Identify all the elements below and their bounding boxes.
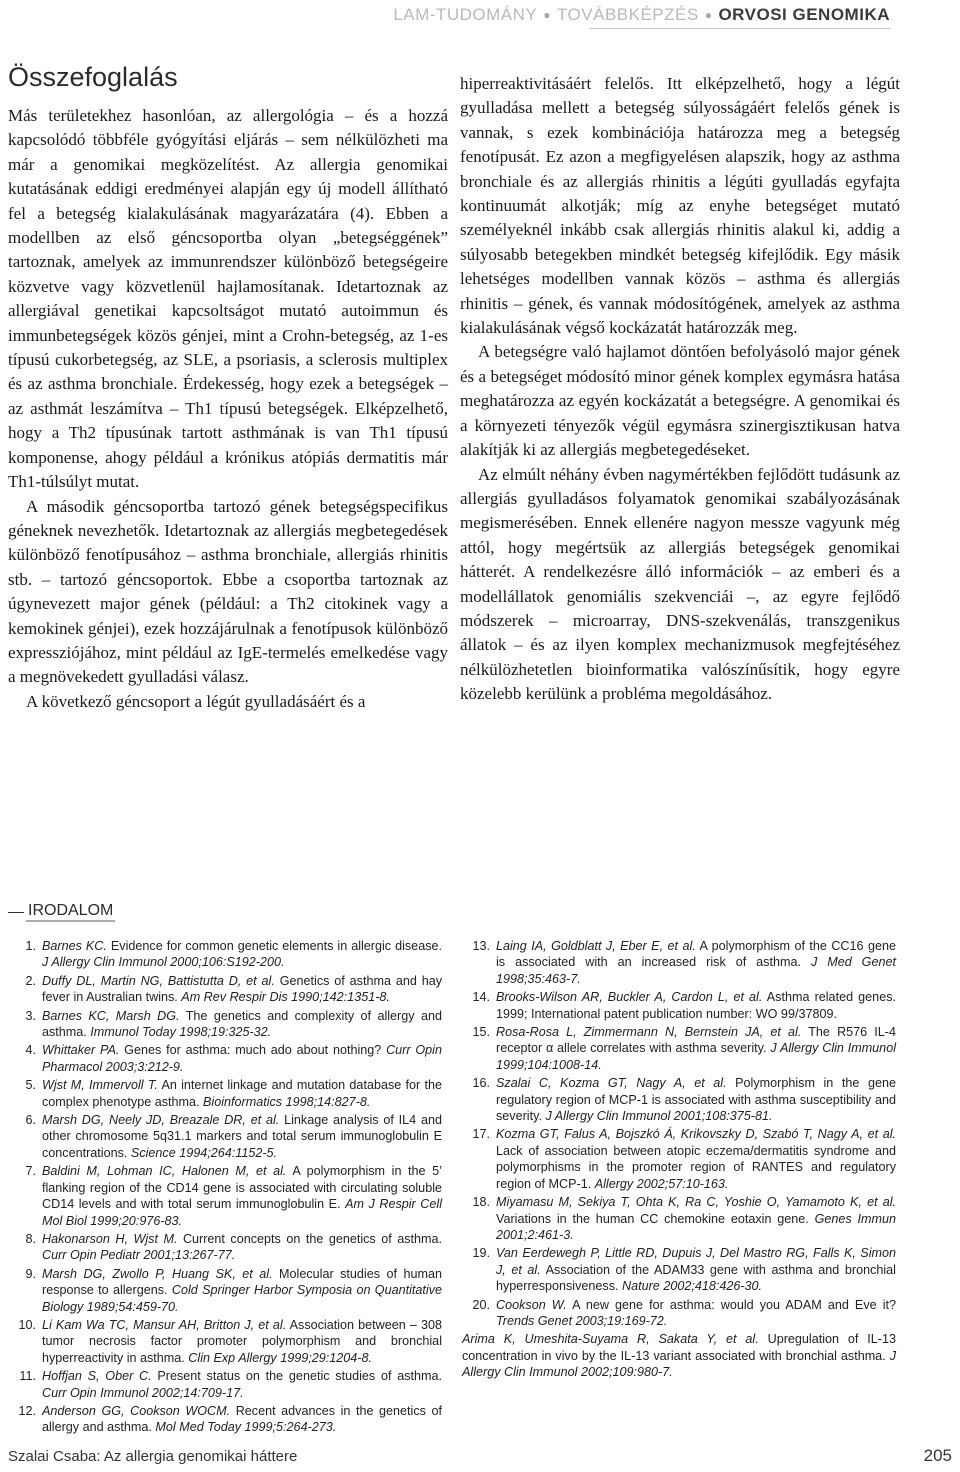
reference-number: 12. [18, 1403, 36, 1418]
reference-title: An internet linkage and mutation database for the complex phenotype asthma. [42, 1078, 442, 1109]
reference-number: 8. [25, 1231, 36, 1246]
references-heading [8, 902, 115, 922]
reference-source: Bioinformatics 1998;14:827-8. [203, 1094, 371, 1109]
reference-number: 3. [25, 1008, 36, 1023]
reference-body [496, 1297, 896, 1330]
reference-authors: Marsh DG, Neely JD, Breazale DR, et al. [42, 1113, 280, 1128]
footer-author-title: Szalai Csaba: Az allergia genomikai háttere [8, 1448, 298, 1465]
reference-item [462, 1024, 896, 1073]
reference-body [496, 1024, 896, 1073]
reference-source: Nature 2002;418:426-30. [622, 1279, 763, 1294]
header-section-lam: LAM-TUDOMÁNY [393, 5, 538, 24]
reference-body [42, 1163, 442, 1229]
paragraph: Más területekhez hasonlóan, az allergológia – és a hozzá kapcsolódó többféle gyógyítási eljárás – sem nélkülözheti ma már a genomikai megközelítést. Az allergia genomikai kutatásának eddigi eredményei alapján egy új modell állítható fel a betegség kialakulásának magyarázatára (4). Ebben a modellben az első géncsoportba olyan „betegséggének” tartoznak, amelyek az immunrendszer különböző betegségeire közvetve vagy közvetlenül hajlamosítanak. Idetartoznak az allergiával genetikai kapcsoltságot mutató autoimmun és immunbetegségek közös génjei, mint a Crohn-betegség, az 1-es típusú cukorbetegség, az SLE, a psoriasis, a sclerosis multiplex és az asthma bronchiale. Érdekesség, hogy ezek a betegségek – az asthmát leszámítva – Th1 típusú betegségek. Elképzelhető, hogy a Th2 típusúnak tartott asthmának is van Th1 típusú komponense, ahogy például a krónikus atópiás dermatitis már Th1-túlsúlyt mutat. [8, 106, 448, 492]
reference-body [496, 989, 896, 1022]
reference-body [42, 1112, 442, 1161]
reference-authors: Baldini M, Lohman IC, Halonen M, et al. [42, 1164, 287, 1179]
reference-source: Curr Opin Pharmacol 2003;3:212-9. [42, 1043, 442, 1074]
bullet-icon: ● [543, 8, 551, 22]
reference-authors: Miyamasu M, Sekiya T, Ohta K, Ra C, Yoshie O, Yamamoto K, et al. [496, 1195, 896, 1210]
reference-number: 15. [472, 1025, 490, 1040]
reference-source: Cold Springer Harbor Symposia on Quantitative Biology 1989;54:459-70. [42, 1283, 443, 1314]
reference-number: 19. [472, 1246, 490, 1261]
reference-authors: Barnes KC. [42, 939, 107, 953]
header-rule [590, 28, 890, 29]
reference-number: 7. [25, 1164, 36, 1179]
reference-item [8, 1112, 442, 1161]
reference-title: Evidence for common genetic elements in allergic disease. [106, 939, 442, 953]
reference-number: 13. [472, 939, 490, 953]
reference-number: 20. [472, 1297, 490, 1312]
header-section-genomics: ORVOSI GENOMIKA [718, 5, 890, 24]
reference-title: Genetics of asthma and hay fever in Australian twins. [42, 973, 442, 1005]
reference-source: J Allergy Clin Immunol 2000;106:S192-200. [42, 955, 285, 970]
reference-number: 10. [18, 1317, 36, 1332]
reference-authors: Arima K, Umeshita-Suyama R, Sakata Y, et al. [462, 1332, 759, 1347]
reference-number: 4. [25, 1043, 36, 1058]
reference-item [8, 1368, 442, 1401]
paragraph: Az elmúlt néhány évben nagymértékben fejlődött tudásunk az allergiás gyulladásos folyamatok genomikai szabályozásának megismerésében. Ennek ellenére nagyon messze vagyunk még attól, hogy megértsük az allergiás betegségek genomikai hátterét. A rendelkezésre álló információk – az emberi és a modellállatok genomiális szekvenciái –, az egyre fejlődő módszerek – microarray, DNS-szekvenálás, transzgenikus állatok – és az ilyen komplex mechanizmusok megfejtéséhez nélkülözhetetlen bioinformatika valószínűsítik, hogy egyre közelebb kerülünk a probléma megoldásához. [460, 464, 900, 704]
reference-item [8, 1163, 442, 1229]
reference-number: 16. [472, 1076, 490, 1091]
reference-item [8, 1231, 442, 1264]
reference-source: Trends Genet 2003;19:169-72. [496, 1313, 668, 1328]
reference-item [462, 1194, 896, 1243]
reference-authors: Kozma GT, Falus A, Bojszkó Á, Krikovszky D, Szabó T, Nagy A, et al. [496, 1127, 896, 1142]
reference-title: Current concepts on the genetics of asthma. [177, 1231, 443, 1246]
references-list-left [8, 938, 442, 1438]
reference-authors: Whittaker PA. [42, 1043, 120, 1058]
reference-body [42, 1403, 442, 1436]
reference-body [462, 1331, 896, 1380]
reference-item [462, 938, 896, 987]
paragraph: A betegségre való hajlamot döntően befolyásoló major gének és a betegséget módosító minor gének komplex egymásra hatása meghatározza az egyén kockázatát a betegségre. A genomikai és a környezeti tényezők végül egymásra szinergisztikusan hatva alakítják ki az allergiás megbetegedéseket. [460, 342, 900, 460]
reference-source: J Med Genet 1998;35:463-7. [496, 955, 896, 986]
reference-authors: Laing IA, Goldblatt J, Eber E, et al. [496, 939, 696, 953]
reference-title: Association between – 308 tumor necrosis factor promoter polymorphism and bronchial hyperreactivity in asthma. [42, 1317, 442, 1365]
reference-authors: Cookson W. [496, 1297, 567, 1312]
reference-item [8, 1317, 442, 1366]
reference-body [42, 1368, 442, 1401]
reference-item [462, 1245, 896, 1294]
reference-item [462, 1297, 896, 1330]
running-header [393, 0, 890, 30]
reference-number: 18. [472, 1195, 490, 1210]
reference-number: 14. [472, 990, 490, 1005]
reference-item [8, 1042, 442, 1075]
reference-title: Asthma related genes. 1999; International patent publication number: WO 99/37809. [496, 990, 896, 1021]
reference-item [462, 1075, 896, 1124]
reference-title: A polymorphism in the 5’ flanking region of the CD14 gene is associated with circulating soluble CD14 levels and with total serum immunoglobulin E. [42, 1164, 442, 1212]
reference-authors: Rosa-Rosa L, Zimmermann N, Bernstein JA, et al. [496, 1025, 802, 1040]
reference-title: Linkage analysis of IL4 and other chromosome 5q31.1 markers and total serum immunoglobulin E concentrations. [42, 1113, 442, 1160]
reference-number: 5. [25, 1078, 36, 1093]
reference-item [8, 1008, 442, 1041]
reference-item [462, 1331, 896, 1380]
reference-body [42, 1077, 442, 1110]
reference-source: Am J Respir Cell Mol Biol 1999;20:976-83. [42, 1197, 442, 1228]
reference-number: 6. [25, 1113, 36, 1128]
reference-source: Allergy 2002;57:10-163. [594, 1176, 729, 1191]
paragraph: A következő géncsoport a légút gyulladásáért és a [26, 691, 366, 711]
reference-authors: Hakonarson H, Wjst M. [42, 1231, 178, 1246]
reference-item [8, 973, 442, 1006]
reference-title: Molecular studies of human response to allergens. [42, 1266, 442, 1298]
paragraph: hiperreaktivitásáért felelős. Itt elképzelhető, hogy a légút gyulladása mellett a betegség súlyosságáért felelős gének is vannak, s ezek kombinációja határozza meg a betegség fenotípusát. Ez azon a megfigyelésen alapszik, hogy az asthma bronchiale és az allergiás rhinitis a légúti gyulladás egyfajta kontinuumát alkotják; míg az enyhe betegséget mutató személyeknél inkább csak allergiás rhinitis alakul ki, addig a súlyosabb betegekben mindkét betegség kifejlődik. Egy másik lehetséges modellben vannak közös – asthma és allergiás rhinitis – gének, és vannak módosítógének, amelyek az asthma kialakulásának végső kockázatát határozzák meg. [460, 74, 900, 338]
reference-title: A polymorphism of the CC16 gene is associated with an increased risk of asthma. [496, 939, 896, 970]
references-list-right [462, 938, 896, 1383]
reference-number: 1. [25, 939, 36, 953]
reference-title: Genes for asthma: much ado about nothing? [119, 1043, 387, 1058]
reference-item [462, 1126, 896, 1192]
reference-title: Variations in the human CC chemokine eotaxin gene. [496, 1211, 815, 1226]
reference-number: 2. [25, 973, 36, 988]
reference-source: Immunol Today 1998;19:325-32. [90, 1025, 272, 1040]
reference-body [42, 1317, 442, 1366]
reference-item [8, 1077, 442, 1110]
reference-source: Science 1994;264:1152-5. [130, 1145, 278, 1160]
reference-number: 17. [472, 1127, 490, 1142]
section-title: Összefoglalás [8, 62, 178, 92]
reference-item [8, 1266, 442, 1315]
reference-title: Present status on the genetic studies of asthma. [151, 1369, 443, 1384]
reference-item [8, 1403, 442, 1436]
reference-authors: Hoffjan S, Ober C. [42, 1369, 152, 1384]
bullet-icon: ● [704, 8, 713, 22]
reference-authors: Duffy DL, Martin NG, Battistutta D, et al. [42, 973, 275, 988]
reference-source: Genes Immun 2001;2:461-3. [496, 1211, 896, 1242]
reference-authors: Barnes KC, Marsh DG. [42, 1008, 180, 1023]
reference-authors: Wjst M, Immervoll T. [42, 1078, 158, 1093]
reference-authors: Szalai C, Kozma GT, Nagy A, et al. [496, 1076, 727, 1091]
reference-body [42, 1008, 442, 1041]
reference-source: Mol Med Today 1999;5:264-273. [155, 1420, 337, 1435]
paragraph: A második géncsoportba tartozó gének betegségspecifikus géneknek nevezhetők. Idetartoznak az allergiás megbetegedések különböző fenotípusához – asthma bronchiale, allergiás rhinitis stb. – tartozó géncsoportok. Ebbe a csoportba tartoznak az úgynevezett major gének (például: a Th2 citokinek vagy a kemokinek génjei), ezek hozzájárulnak a fenotípusok különböző expressziójához, mint például az IgE-termelés emelkedése vagy a megnövekedett gyulladási válasz. [8, 496, 448, 687]
reference-title: The genetics and complexity of allergy and asthma. [42, 1008, 442, 1040]
reference-body [42, 1266, 442, 1315]
reference-authors: Marsh DG, Zwollo P, Huang SK, et al. [42, 1266, 273, 1281]
reference-source: Curr Opin Immunol 2002;14:709-17. [42, 1385, 244, 1400]
page-number: 205 [923, 1446, 952, 1465]
reference-item [462, 989, 896, 1022]
references-heading-label: IRODALOM [26, 902, 115, 922]
reference-body [42, 973, 442, 1006]
reference-source: J Allergy Clin Immunol 2001;108:375-81. [545, 1109, 773, 1124]
reference-body [496, 1194, 896, 1243]
reference-number: 11. [19, 1369, 36, 1384]
left-column [8, 60, 448, 714]
reference-item [8, 938, 442, 971]
reference-authors: Brooks-Wilson AR, Buckler A, Cardon L, et al. [496, 990, 763, 1005]
reference-title: The R576 IL-4 receptor α allele correlates with asthma severity. [496, 1025, 896, 1056]
reference-authors: Li Kam Wa TC, Mansur AH, Britton J, et al. [42, 1317, 287, 1332]
heading-rule [8, 912, 24, 913]
reference-authors: Van Eerdewegh P, Little RD, Dupuis J, Del Mastro RG, Falls K, Simon J, et al. [496, 1246, 896, 1277]
reference-body [496, 1126, 896, 1192]
reference-authors: Anderson GG, Cookson WOCM. [42, 1403, 231, 1418]
reference-number: 9. [25, 1266, 36, 1281]
reference-title: Association of the ADAM33 gene with asthma and bronchial hyperresponsiveness. [496, 1262, 896, 1294]
reference-title: Polymorphism in the gene regulatory region of MCP-1 is associated with asthma susceptibility and severity. [496, 1076, 896, 1124]
reference-body [496, 1075, 896, 1124]
reference-title: A new gene for asthma: would you ADAM and Eve it? [566, 1297, 897, 1312]
right-column [460, 72, 900, 707]
reference-source: Am Rev Respir Dis 1990;142:1351-8. [181, 990, 390, 1005]
reference-title: Upregulation of IL-13 concentration in vivo by the IL-13 variant associated with bronchial asthma. [462, 1332, 897, 1363]
header-section-continuing-education: TOVÁBBKÉPZÉS [556, 5, 699, 24]
reference-body [42, 1231, 442, 1264]
reference-body [496, 1245, 896, 1294]
reference-body [42, 1042, 442, 1075]
reference-body [496, 938, 896, 987]
reference-title: Recent advances in the genetics of allergy and asthma. [42, 1403, 442, 1435]
reference-source: J Allergy Clin Immunol 1999;104:1008-14. [496, 1041, 896, 1072]
reference-source: Curr Opin Pediatr 2001;13:267-77. [42, 1248, 236, 1263]
reference-source: J Allergy Clin Immunol 2002;109:980-7. [462, 1348, 896, 1380]
reference-title: Lack of association between atopic eczema/dermatitis syndrome and polymorphisms in the promoter region of RANTES and regulatory region of MCP-1. [496, 1143, 896, 1191]
reference-source: Clin Exp Allergy 1999;29:1204-8. [188, 1350, 372, 1365]
reference-body [42, 938, 442, 971]
